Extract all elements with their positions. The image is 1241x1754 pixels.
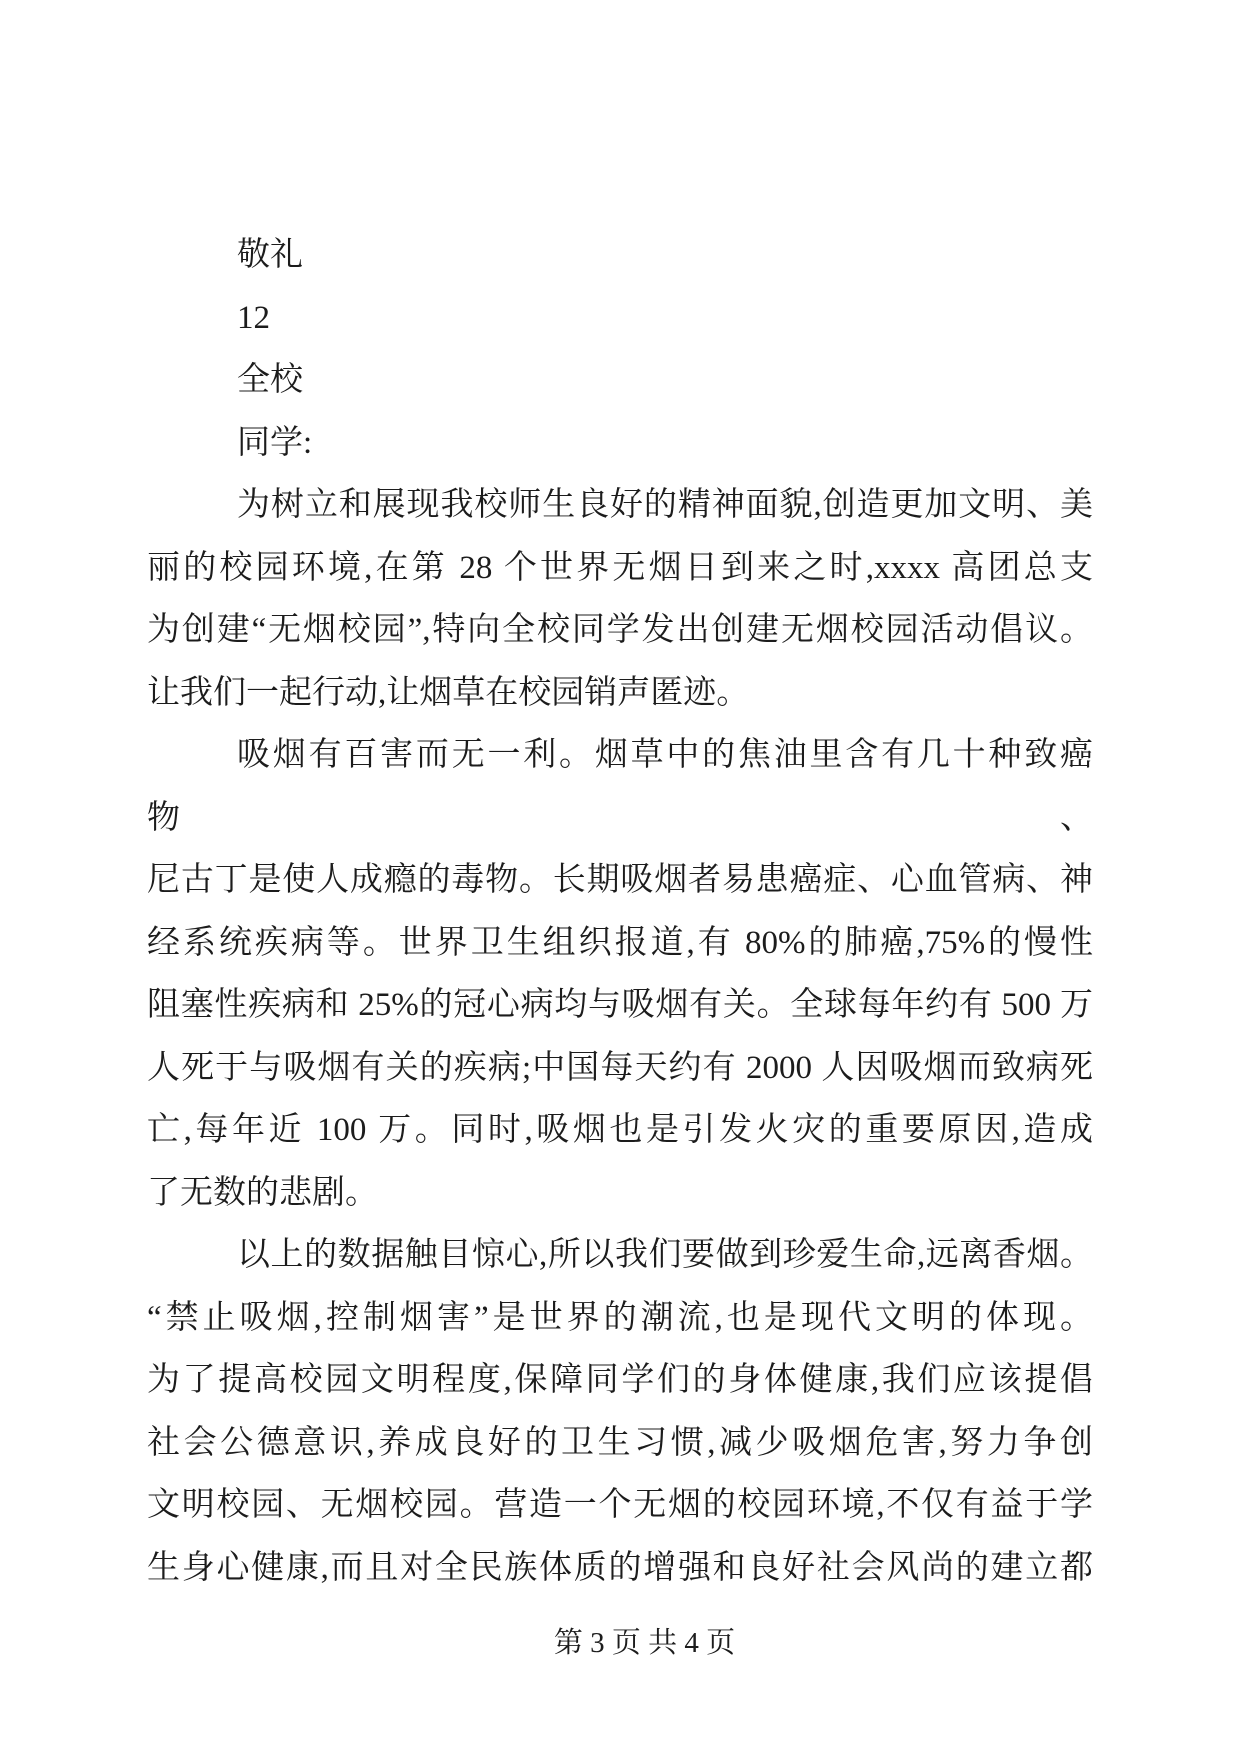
text-line: 了无数的悲剧。 xyxy=(147,1174,378,1211)
text-line: 文明校园、无烟校园。营造一个无烟的校园环境,不仅有益于学 xyxy=(147,1487,1093,1523)
text-line: 吸烟有百害而无一利。烟草中的焦油里含有几十种致癌物、 xyxy=(147,737,1093,836)
text-line: 同学: xyxy=(237,424,313,461)
text-line: 人死于与吸烟有关的疾病;中国每天约有 2000 人因吸烟而致病死 xyxy=(147,1049,1093,1086)
text-line: 经系统疾病等。世界卫生组织报道,有 80%的肺癌,75%的慢性 xyxy=(147,924,1093,961)
text-line: 丽的校园环境,在第 28 个世界无烟日到来之时,xxxx 高团总支 xyxy=(147,549,1093,586)
text-line: 阻塞性疾病和 25%的冠心病均与吸烟有关。全球每年约有 500 万 xyxy=(147,987,1093,1023)
document-body xyxy=(147,224,1093,1599)
text-line: 以上的数据触目惊心,所以我们要做到珍爱生命,远离香烟。 xyxy=(237,1237,1093,1273)
text-line: 为了提高校园文明程度,保障同学们的身体健康,我们应该提倡 xyxy=(147,1362,1093,1398)
text-line: 为创建“无烟校园”,特向全校同学发出创建无烟校园活动倡议。 xyxy=(147,612,1093,648)
text-line: 社会公德意识,养成良好的卫生习惯,减少吸烟危害,努力争创 xyxy=(147,1424,1093,1461)
page-footer xyxy=(0,1620,1241,1661)
text-line: 12 xyxy=(237,299,270,336)
text-line: 亡,每年近 100 万。同时,吸烟也是引发火灾的重要原因,造成 xyxy=(147,1112,1093,1148)
text-line: 全校 xyxy=(237,362,303,398)
text-line: 让我们一起行动,让烟草在校园销声匿迹。 xyxy=(147,674,750,711)
text-line: 尼古丁是使人成瘾的毒物。长期吸烟者易患癌症、心血管病、神 xyxy=(147,862,1093,898)
page-number-label: 第 3 页 共 4 页 xyxy=(553,1627,736,1659)
text-line: “禁止吸烟,控制烟害”是世界的潮流,也是现代文明的体现。 xyxy=(147,1299,1093,1336)
text-line: 生身心健康,而且对全民族体质的增强和良好社会风尚的建立都 xyxy=(147,1549,1093,1586)
text-line: 敬礼 xyxy=(237,237,303,273)
text-line: 为树立和展现我校师生良好的精神面貌,创造更加文明、美 xyxy=(237,487,1093,523)
